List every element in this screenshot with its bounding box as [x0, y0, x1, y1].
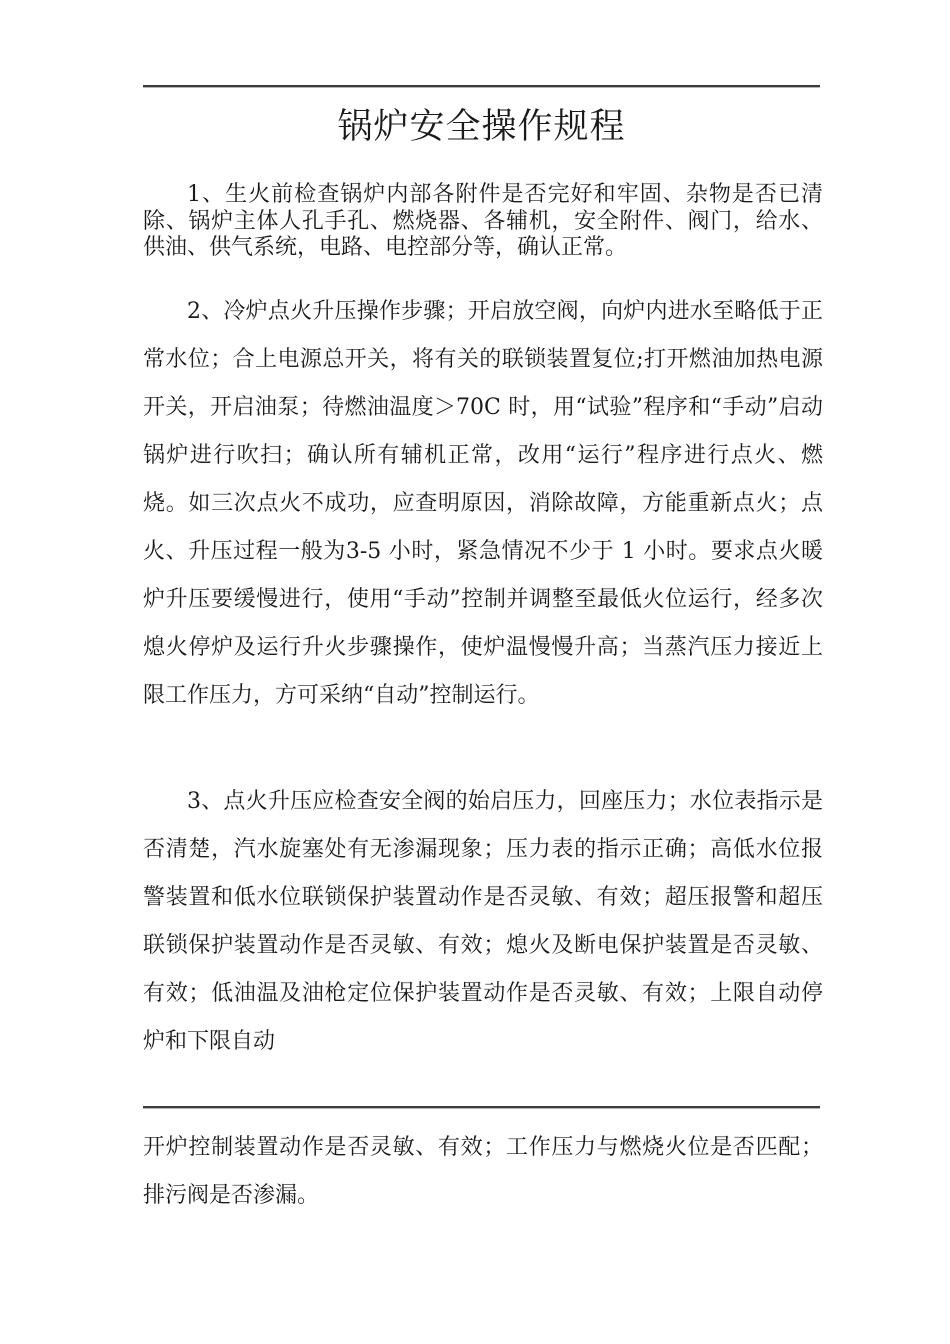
paragraph-block-3 [143, 778, 823, 1066]
paragraph-1: 1、生火前检查锅炉内部各附件是否完好和牢固、杂物是否已清除、锅炉主体人孔手孔、燃烧器、各辅机，安全附件、阀门，给水、供油、供气系统，电路、电控部分等，确认正常。 [143, 182, 823, 260]
top-divider-rule [143, 85, 820, 88]
paragraph-block-4 [143, 1124, 823, 1220]
paragraph-block-1 [143, 182, 823, 262]
paragraph-4-continuation: 开炉控制装置动作是否灵敏、有效；工作压力与燃烧火位是否匹配；排污阀是否渗漏。 [143, 1135, 823, 1208]
paragraph-2: 2、冷炉点火升压操作步骤；开启放空阀，向炉内进水至略低于正常水位；合上电源总开关，将有关的联锁装置复位;打开燃油加热电源开关，开启油泵；待燃油温度＞70C 时，用“试验”程序和“手动”启动锅炉进行吹扫；确认所有辅机正常，改用“运行”程序进行点火、燃烧。如三次点火不成功，应查明原因，消除故障，方能重新点火；点火、升压过程一般为3-5 小时，紧急情况不少于 1 小时。要求点火暖炉升压要缓慢进行，使用“手动”控制并调整至最低火位运行，经多次熄火停炉及运行升火步骤操作，使炉温慢慢升高；当蒸汽压力接近上限工作压力，方可采纳“自动”控制运行。 [143, 299, 823, 708]
bottom-divider-rule [143, 1106, 820, 1109]
page-title: 锅炉安全操作规程 [337, 107, 626, 147]
paragraph-3: 3、点火升压应检查安全阀的始启压力，回座压力；水位表指示是否清楚，汽水旋塞处有无渗漏现象；压力表的指示正确；高低水位报警装置和低水位联锁保护装置动作是否灵敏、有效；超压报警和超压联锁保护装置动作是否灵敏、有效；熄火及断电保护装置是否灵敏、有效；低油温及油枪定位保护装置动作是否灵敏、有效；上限自动停炉和下限自动 [143, 789, 823, 1054]
paragraph-block-2 [143, 288, 823, 720]
